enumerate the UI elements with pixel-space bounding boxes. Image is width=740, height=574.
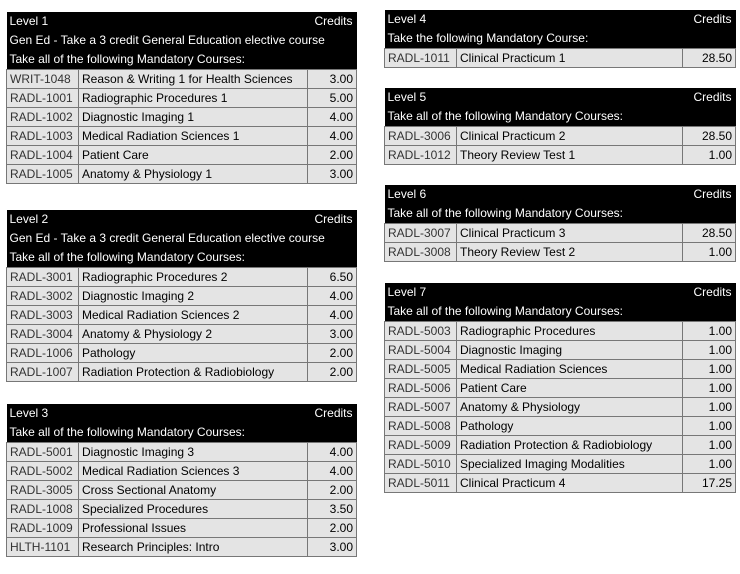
course-code: RADL-5010	[385, 455, 457, 474]
course-credits: 6.50	[308, 268, 357, 287]
course-row	[7, 127, 357, 146]
course-credits: 28.50	[683, 224, 736, 243]
course-credits: 2.00	[308, 363, 357, 382]
credits-header: Credits	[683, 10, 736, 29]
level-title: Level 6	[385, 185, 683, 204]
course-name: Diagnostic Imaging 2	[79, 287, 308, 306]
course-credits: 1.00	[683, 436, 736, 455]
course-code: RADL-5008	[385, 417, 457, 436]
course-row	[7, 146, 357, 165]
level-2-table	[6, 210, 357, 382]
level-4-table	[384, 10, 736, 68]
course-name: Clinical Practicum 4	[457, 474, 683, 493]
level-title: Level 7	[385, 283, 683, 302]
course-row	[385, 341, 736, 360]
course-code: RADL-1005	[7, 165, 79, 184]
course-name: Specialized Imaging Modalities	[457, 455, 683, 474]
level-note: Take all of the following Mandatory Courses:	[7, 50, 357, 70]
course-row	[7, 363, 357, 382]
level-title: Level 5	[385, 88, 683, 107]
course-code: RADL-1011	[385, 49, 457, 68]
course-name: Clinical Practicum 1	[457, 49, 683, 68]
course-name: Diagnostic Imaging 3	[79, 443, 308, 462]
level-title: Level 1	[7, 12, 308, 31]
course-name: Radiographic Procedures	[457, 322, 683, 341]
course-name: Radiographic Procedures 2	[79, 268, 308, 287]
course-credits: 28.50	[683, 49, 736, 68]
course-code: RADL-5004	[385, 341, 457, 360]
course-row	[7, 500, 357, 519]
course-name: Diagnostic Imaging 1	[79, 108, 308, 127]
course-credits: 4.00	[308, 127, 357, 146]
course-credits: 5.00	[308, 89, 357, 108]
course-name: Medical Radiation Sciences 2	[79, 306, 308, 325]
course-row	[7, 287, 357, 306]
course-row	[385, 417, 736, 436]
course-code: RADL-3005	[7, 481, 79, 500]
level-title: Level 2	[7, 210, 308, 229]
course-name: Medical Radiation Sciences	[457, 360, 683, 379]
level-note: Take all of the following Mandatory Courses:	[7, 423, 357, 443]
course-name: Clinical Practicum 2	[457, 127, 683, 146]
course-row	[385, 455, 736, 474]
course-name: Reason & Writing 1 for Health Sciences	[79, 70, 308, 89]
course-row	[7, 325, 357, 344]
course-row	[385, 398, 736, 417]
course-name: Patient Care	[79, 146, 308, 165]
course-credits: 2.00	[308, 519, 357, 538]
credits-header: Credits	[308, 404, 357, 423]
course-name: Research Principles: Intro	[79, 538, 308, 557]
course-credits: 1.00	[683, 398, 736, 417]
course-credits: 3.50	[308, 500, 357, 519]
level-note: Gen Ed - Take a 3 credit General Education elective course	[7, 229, 357, 248]
course-code: RADL-1006	[7, 344, 79, 363]
course-row	[7, 306, 357, 325]
course-name: Theory Review Test 1	[457, 146, 683, 165]
credits-header: Credits	[683, 88, 736, 107]
course-code: RADL-1008	[7, 500, 79, 519]
course-code: RADL-5002	[7, 462, 79, 481]
course-credits: 3.00	[308, 70, 357, 89]
credits-header: Credits	[683, 283, 736, 302]
course-name: Radiation Protection & Radiobiology	[79, 363, 308, 382]
level-note: Gen Ed - Take a 3 credit General Education elective course	[7, 31, 357, 50]
level-3-table	[6, 404, 357, 557]
level-5-table	[384, 88, 736, 165]
course-name: Anatomy & Physiology	[457, 398, 683, 417]
course-credits: 1.00	[683, 379, 736, 398]
course-code: RADL-1004	[7, 146, 79, 165]
course-name: Radiation Protection & Radiobiology	[457, 436, 683, 455]
course-name: Patient Care	[457, 379, 683, 398]
course-credits: 1.00	[683, 322, 736, 341]
level-7-table	[384, 283, 736, 493]
course-name: Theory Review Test 2	[457, 243, 683, 262]
course-code: RADL-1009	[7, 519, 79, 538]
course-credits: 1.00	[683, 146, 736, 165]
level-1-table	[6, 12, 357, 184]
course-credits: 28.50	[683, 127, 736, 146]
course-code: RADL-3001	[7, 268, 79, 287]
course-row	[7, 519, 357, 538]
course-credits: 4.00	[308, 462, 357, 481]
course-code: RADL-1007	[7, 363, 79, 382]
course-code: RADL-1002	[7, 108, 79, 127]
course-credits: 3.00	[308, 538, 357, 557]
course-credits: 3.00	[308, 325, 357, 344]
level-note: Take all of the following Mandatory Courses:	[7, 248, 357, 268]
course-row	[7, 481, 357, 500]
course-code: RADL-1003	[7, 127, 79, 146]
course-code: RADL-5007	[385, 398, 457, 417]
course-code: RADL-3007	[385, 224, 457, 243]
course-credits: 4.00	[308, 108, 357, 127]
course-code: RADL-1012	[385, 146, 457, 165]
course-code: RADL-5009	[385, 436, 457, 455]
level-note: Take all of the following Mandatory Courses:	[385, 107, 736, 127]
credits-header: Credits	[308, 210, 357, 229]
course-code: RADL-3006	[385, 127, 457, 146]
course-row	[7, 89, 357, 108]
course-row	[385, 49, 736, 68]
course-row	[7, 462, 357, 481]
course-row	[7, 268, 357, 287]
credits-header: Credits	[308, 12, 357, 31]
course-credits: 2.00	[308, 344, 357, 363]
course-code: RADL-3002	[7, 287, 79, 306]
course-name: Pathology	[457, 417, 683, 436]
course-credits: 1.00	[683, 455, 736, 474]
course-name: Pathology	[79, 344, 308, 363]
level-title: Level 4	[385, 10, 683, 29]
course-code: RADL-5006	[385, 379, 457, 398]
course-row	[385, 436, 736, 455]
course-row	[7, 443, 357, 462]
course-code: RADL-3004	[7, 325, 79, 344]
course-row	[385, 474, 736, 493]
course-code: RADL-3003	[7, 306, 79, 325]
course-name: Anatomy & Physiology 2	[79, 325, 308, 344]
course-row	[7, 538, 357, 557]
course-row	[385, 243, 736, 262]
course-name: Medical Radiation Sciences 3	[79, 462, 308, 481]
course-code: RADL-3008	[385, 243, 457, 262]
course-row	[385, 127, 736, 146]
course-row	[385, 322, 736, 341]
level-6-table	[384, 185, 736, 262]
course-code: RADL-5005	[385, 360, 457, 379]
course-row	[7, 108, 357, 127]
course-credits: 3.00	[308, 165, 357, 184]
level-note: Take all of the following Mandatory Courses:	[385, 302, 736, 322]
course-row	[7, 344, 357, 363]
course-code: WRIT-1048	[7, 70, 79, 89]
course-name: Radiographic Procedures 1	[79, 89, 308, 108]
level-note: Take all of the following Mandatory Courses:	[385, 204, 736, 224]
level-title: Level 3	[7, 404, 308, 423]
course-row	[385, 224, 736, 243]
course-credits: 1.00	[683, 341, 736, 360]
course-credits: 1.00	[683, 417, 736, 436]
course-credits: 1.00	[683, 243, 736, 262]
course-code: RADL-5011	[385, 474, 457, 493]
course-code: RADL-5001	[7, 443, 79, 462]
course-credits: 4.00	[308, 443, 357, 462]
level-note: Take the following Mandatory Course:	[385, 29, 736, 49]
course-credits: 17.25	[683, 474, 736, 493]
course-name: Specialized Procedures	[79, 500, 308, 519]
credits-header: Credits	[683, 185, 736, 204]
course-credits: 2.00	[308, 481, 357, 500]
course-code: RADL-1001	[7, 89, 79, 108]
course-credits: 2.00	[308, 146, 357, 165]
course-row	[7, 165, 357, 184]
course-row	[7, 70, 357, 89]
course-row	[385, 360, 736, 379]
course-name: Medical Radiation Sciences 1	[79, 127, 308, 146]
course-name: Cross Sectional Anatomy	[79, 481, 308, 500]
course-name: Clinical Practicum 3	[457, 224, 683, 243]
course-row	[385, 379, 736, 398]
course-code: RADL-5003	[385, 322, 457, 341]
course-name: Professional Issues	[79, 519, 308, 538]
course-name: Anatomy & Physiology 1	[79, 165, 308, 184]
course-code: HLTH-1101	[7, 538, 79, 557]
course-name: Diagnostic Imaging	[457, 341, 683, 360]
course-credits: 1.00	[683, 360, 736, 379]
course-credits: 4.00	[308, 287, 357, 306]
course-row	[385, 146, 736, 165]
course-credits: 4.00	[308, 306, 357, 325]
